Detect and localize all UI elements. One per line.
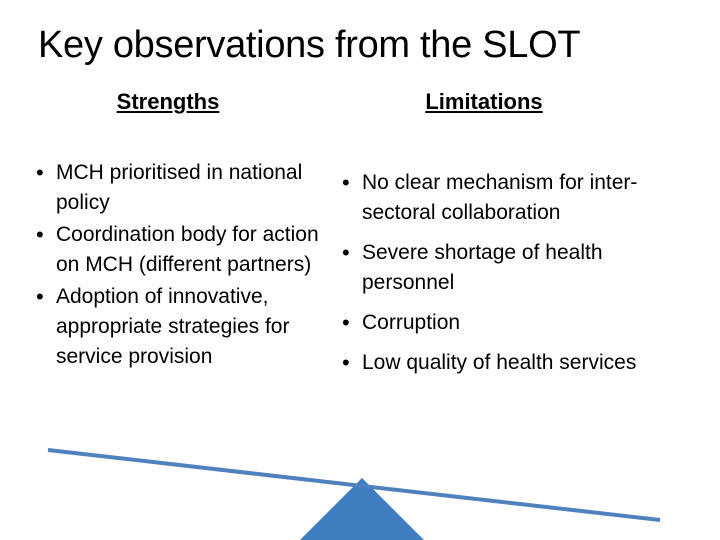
seesaw-beam-icon xyxy=(48,450,660,520)
page-title: Key observations from the SLOT xyxy=(38,24,581,66)
list-item xyxy=(336,348,646,378)
list-item xyxy=(30,282,330,372)
list-item xyxy=(336,168,646,228)
column-heading-strengths: Strengths xyxy=(116,89,220,114)
list-item xyxy=(336,238,646,298)
list-item-label: Low quality of health services xyxy=(362,351,637,374)
list-item xyxy=(336,308,646,338)
limitations-list xyxy=(336,168,646,378)
seesaw-graphic xyxy=(0,420,720,540)
list-item xyxy=(30,220,330,280)
list-item-label: Coordination body for action on MCH (different partners) xyxy=(56,223,319,276)
list-item-label: Corruption xyxy=(362,311,461,334)
bullet-icon: • xyxy=(342,350,350,375)
list-item-label: Adoption of innovative, appropriate strategies for service provision xyxy=(56,285,290,368)
bullet-icon: • xyxy=(342,240,350,265)
list-item-label: No clear mechanism for inter-sectoral collaboration xyxy=(362,171,638,224)
column-heading-limitations: Limitations xyxy=(425,89,543,114)
column-strengths xyxy=(30,88,330,374)
bullet-icon: • xyxy=(36,284,44,309)
strengths-list xyxy=(30,158,330,372)
bullet-icon: • xyxy=(36,160,44,185)
list-item-label: MCH prioritised in national policy xyxy=(56,161,303,214)
bullet-icon: • xyxy=(342,170,350,195)
bullet-icon: • xyxy=(342,310,350,335)
column-limitations xyxy=(336,88,646,388)
list-item-label: Severe shortage of health personnel xyxy=(362,241,603,294)
fulcrum-triangle-icon xyxy=(300,478,424,540)
bullet-icon: • xyxy=(36,222,44,247)
list-item xyxy=(30,158,330,218)
